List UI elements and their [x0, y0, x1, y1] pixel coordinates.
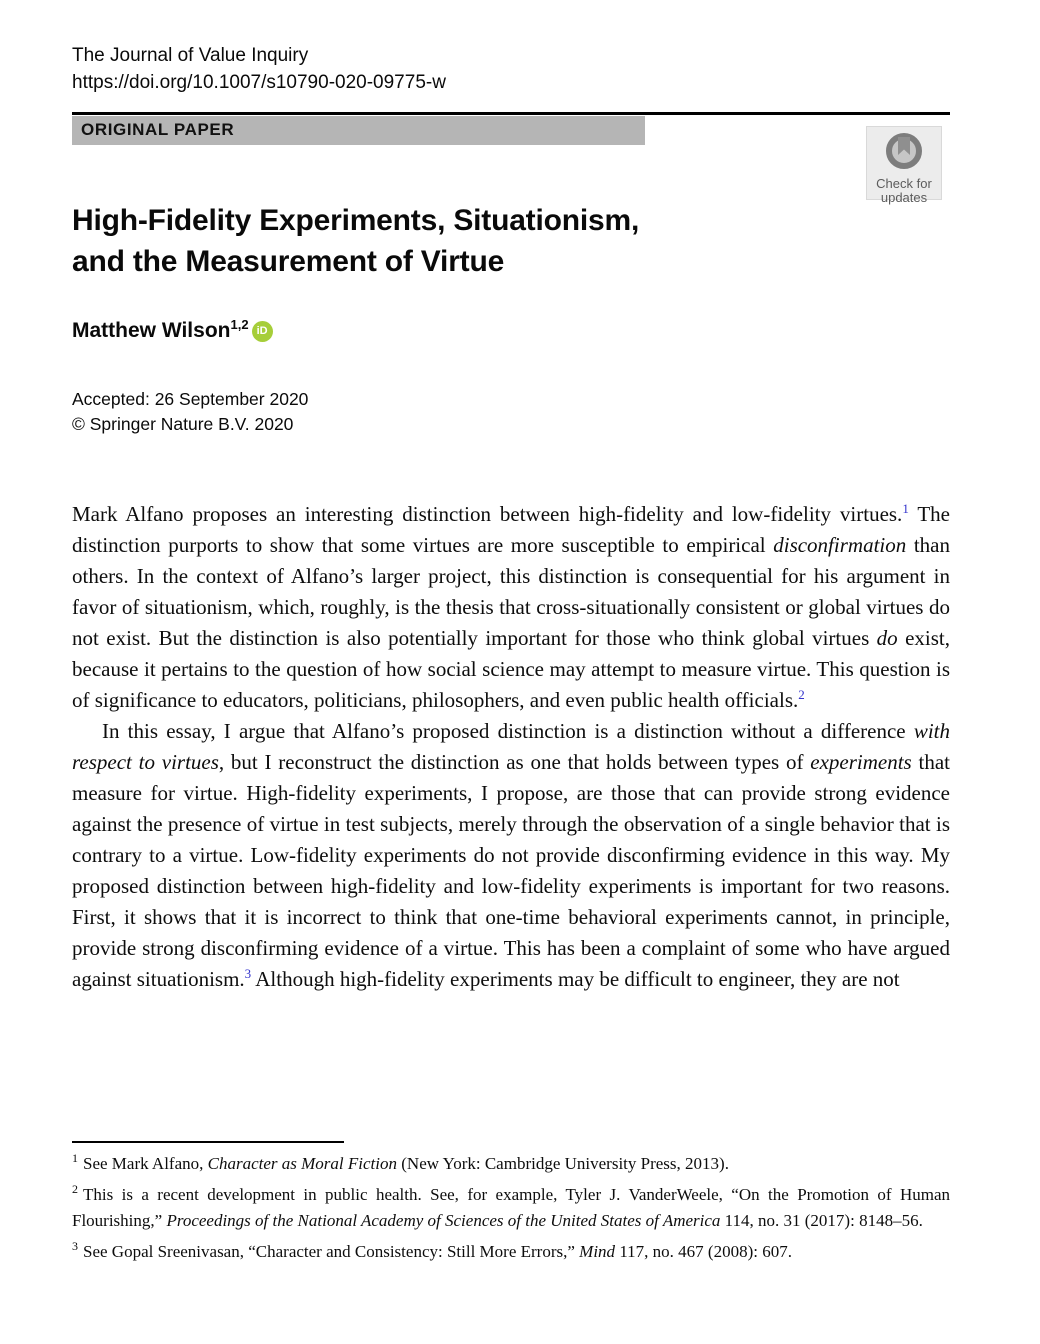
text-segment: than others. In the context of Alfano’s larger project, this distinction is consequential for his argument in favor of situationism, which, roughly, is the thesis that cross-situationally consistent or global virtues do not exist. But the distinction is also potentially important for those who think global virtues: [72, 533, 951, 650]
check-badge-label: Check for updates: [876, 176, 932, 205]
text-segment: See Gopal Sreenivasan, “Character and Consistency: Still More Errors,”: [83, 1242, 580, 1261]
footnote-text: [83, 1154, 729, 1173]
emphasized-text: Proceedings of the National Academy of Sciences of the United States of America: [166, 1211, 721, 1230]
footnote-ref-link[interactable]: 3: [244, 966, 252, 981]
doi-link[interactable]: https://doi.org/10.1007/s10790-020-09775-w: [72, 72, 446, 93]
footnote-2: [72, 1182, 950, 1234]
text-segment: Mark Alfano proposes an interesting distinction between high-fidelity and low-fidelity virtues.: [72, 502, 903, 526]
copyright-line: © Springer Nature B.V. 2020: [72, 414, 294, 434]
footnote-3: [72, 1239, 950, 1265]
footnote-marker: 1: [72, 1151, 78, 1166]
check-for-updates-button[interactable]: [866, 126, 942, 205]
footnote-ref-link[interactable]: 2: [798, 687, 805, 702]
article-meta: [72, 387, 950, 437]
journal-name: The Journal of Value Inquiry: [72, 45, 309, 66]
text-segment: , but I reconstruct the distinction as one that holds between types of: [218, 750, 811, 774]
emphasized-text: with respect to virtues: [72, 719, 950, 774]
footnote-1: [72, 1151, 950, 1177]
emphasized-text: do: [876, 626, 898, 650]
emphasized-text: experiments: [810, 750, 912, 774]
journal-header: [72, 42, 950, 96]
article-title: High-Fidelity Experiments, Situationism, and the Measurement of Virtue: [72, 204, 640, 278]
footnote-marker: 3: [72, 1239, 78, 1254]
text-segment: In this essay, I argue that Alfano’s proposed distinction is a distinction without a difference: [102, 719, 914, 743]
footnote-ref-link[interactable]: 1: [902, 501, 909, 516]
author-affiliation-markers: 1,2: [230, 317, 249, 332]
text-segment: The distinction purports to show that some virtues are more susceptible to empirical: [72, 502, 950, 557]
paragraph-1: [72, 499, 950, 716]
emphasized-text: disconfirmation: [773, 533, 907, 557]
article-body: [72, 499, 950, 995]
author-name: Matthew Wilson: [72, 319, 231, 342]
orcid-icon[interactable]: iD: [252, 321, 273, 342]
text-segment: that measure for virtue. High-fidelity experiments, I propose, are those that can provide strong evidence against the presence of virtue in test subjects, merely through the observation of a single behavior that is contrary to a virtue. Low-fidelity experiments do not provide disconfirming evidence in this way. My proposed distinction between high-fidelity and low-fidelity experiments is important for two reasons. First, it shows that it is incorrect to think that one-time behavioral experiments cannot, in principle, provide strong disconfirming evidence of a virtue. This has been a complaint of some who have argued against situationism.: [72, 750, 950, 991]
footnote-text: [83, 1242, 792, 1261]
text-segment: This is a recent development in public health. See, for example, Tyler J. VanderWeele, “On the Promotion of Human Flourishing,”: [72, 1185, 950, 1230]
footnotes-section: [72, 1141, 950, 1265]
text-segment: 114, no. 31 (2017): 8148–56.: [720, 1211, 923, 1230]
footnote-marker: 2: [72, 1182, 78, 1197]
accepted-date: Accepted: 26 September 2020: [72, 389, 309, 409]
text-segment: See Mark Alfano,: [83, 1154, 208, 1173]
crossmark-icon: [884, 131, 924, 171]
text-segment: exist, because it pertains to the question of how social science may attempt to measure virtue. This question is of significance to educators, politicians, philosophers, and even public health officials.: [72, 626, 950, 712]
emphasized-text: Mind: [579, 1242, 616, 1261]
header-rule: [72, 112, 950, 115]
author-row: [72, 317, 950, 343]
article-type-banner: [72, 116, 645, 145]
text-segment: 117, no. 467 (2008): 607.: [615, 1242, 792, 1261]
text-segment: (New York: Cambridge University Press, 2013).: [397, 1154, 729, 1173]
footnote-text: [72, 1185, 950, 1230]
article-type-label: ORIGINAL PAPER: [81, 120, 235, 139]
footnote-rule: [72, 1141, 344, 1143]
emphasized-text: Character as Moral Fiction: [207, 1154, 397, 1173]
text-segment: Although high-fidelity experiments may be difficult to engineer, they are not: [251, 967, 900, 991]
paragraph-2: [72, 716, 950, 995]
